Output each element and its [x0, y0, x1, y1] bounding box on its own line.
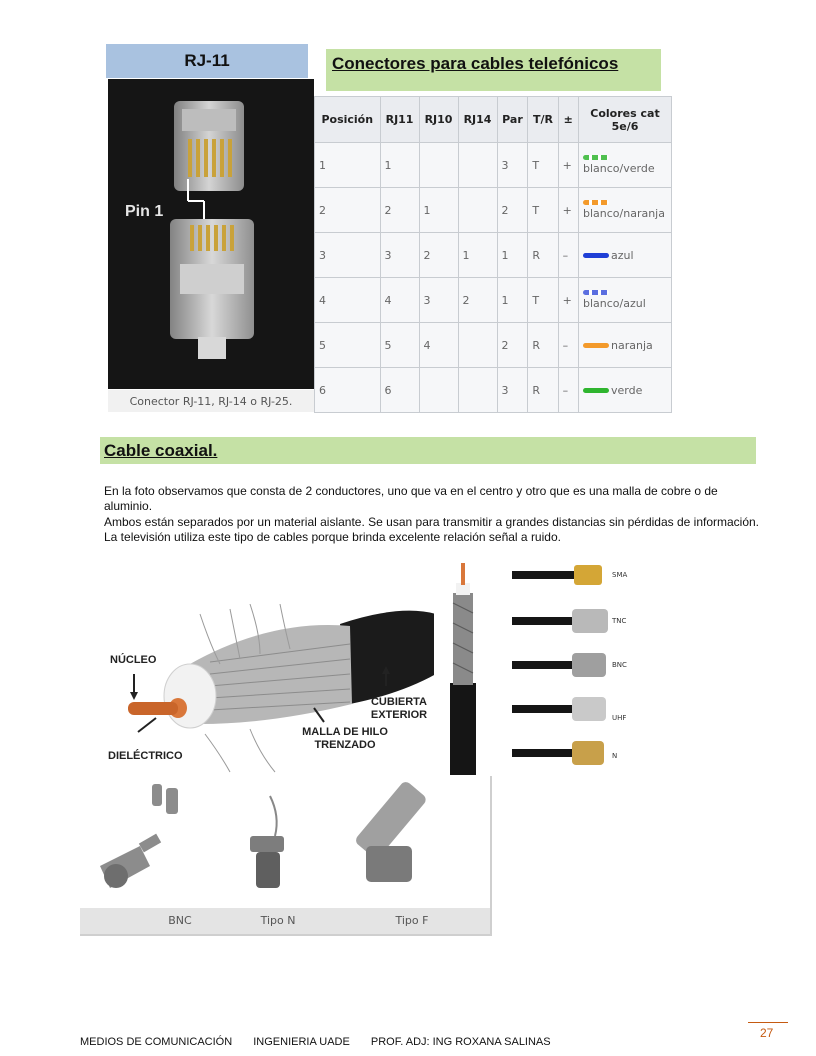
table-cell-pos: 4 — [315, 278, 381, 323]
table-cell-color — [579, 188, 672, 233]
table-row — [315, 368, 672, 413]
coax-paragraph-2: Ambos están separados por un material aislante. Se usan para transmitir a grandes distancias sin pérdidas de información. La televisión utiliza este tipo de cables porque brinda excelente relación señal a ruido. — [104, 515, 760, 544]
connector-types-photo — [80, 776, 492, 936]
label-dielectrico: DIELÉCTRICO — [108, 750, 183, 762]
footer-course: MEDIOS DE COMUNICACIÓN — [80, 1036, 233, 1048]
table-cell-color — [579, 323, 672, 368]
table-cell-par: 2 — [497, 323, 528, 368]
table-cell-rj11: 6 — [380, 368, 419, 413]
table-cell-rj14 — [458, 368, 497, 413]
table-cell-tr: T — [528, 278, 558, 323]
table-cell-sign: + — [558, 278, 578, 323]
coax-cutaway-photo — [100, 604, 436, 774]
header-posicion: Posición — [315, 97, 381, 143]
table-row — [315, 233, 672, 278]
table-cell-pos: 6 — [315, 368, 381, 413]
wire-color-swatch — [583, 253, 609, 258]
wire-color-name: azul — [611, 248, 634, 262]
rj11-plug-illustration — [108, 79, 314, 389]
pinout-table — [314, 96, 672, 413]
header-rj11: RJ11 — [380, 97, 419, 143]
table-cell-rj11: 1 — [380, 143, 419, 188]
wire-color-swatch — [583, 200, 609, 205]
table-cell-sign: – — [558, 323, 578, 368]
header-sign: ± — [558, 97, 578, 143]
wire-color-swatch — [583, 155, 609, 160]
table-cell-color — [579, 143, 672, 188]
tag-n: N — [612, 752, 618, 760]
coax-connectors-illustration — [434, 553, 640, 775]
footer-professor: PROF. ADJ: ING ROXANA SALINAS — [370, 1036, 551, 1048]
table-cell-tr: T — [528, 143, 558, 188]
table-cell-color — [579, 233, 672, 278]
table-cell-rj11: 2 — [380, 188, 419, 233]
table-cell-rj14 — [458, 143, 497, 188]
wire-color-name: naranja — [611, 338, 653, 352]
wire-color-name: blanco/verde — [583, 162, 655, 175]
table-cell-rj10: 4 — [419, 323, 458, 368]
page-number-rule — [748, 1022, 788, 1023]
table-cell-rj10 — [419, 368, 458, 413]
type-bnc-label: BNC — [168, 914, 192, 927]
header-tr: T/R — [528, 97, 558, 143]
type-f-label: Tipo F — [395, 914, 429, 927]
rj11-caption: Conector RJ-11, RJ-14 o RJ-25. — [108, 390, 314, 412]
coax-connectors-photo — [434, 553, 640, 775]
table-cell-tr: R — [528, 323, 558, 368]
rj11-connector-photo — [108, 79, 314, 389]
table-cell-par: 1 — [497, 233, 528, 278]
wire-color-name: blanco/naranja — [583, 207, 665, 220]
table-cell-rj10: 2 — [419, 233, 458, 278]
label-malla: MALLA DE HILO TRENZADO — [302, 726, 388, 751]
table-cell-sign: – — [558, 233, 578, 278]
table-cell-pos: 1 — [315, 143, 381, 188]
tag-tnc: TNC — [612, 617, 627, 625]
wire-color-swatch — [583, 388, 609, 393]
coax-heading — [100, 437, 756, 464]
table-cell-tr: R — [528, 233, 558, 278]
table-cell-rj11: 5 — [380, 323, 419, 368]
wire-color-name: blanco/azul — [583, 297, 646, 310]
type-n-label: Tipo N — [260, 914, 296, 927]
table-cell-color — [579, 368, 672, 413]
table-cell-rj10: 3 — [419, 278, 458, 323]
label-nucleo: NÚCLEO — [110, 654, 157, 666]
table-cell-sign: + — [558, 143, 578, 188]
table-cell-rj14: 2 — [458, 278, 497, 323]
table-row — [315, 143, 672, 188]
table-cell-sign: + — [558, 188, 578, 233]
coax-heading-text: Cable coaxial. — [104, 441, 218, 460]
wire-color-name: verde — [611, 383, 643, 397]
connector-types-illustration — [80, 776, 490, 934]
label-cubierta: CUBIERTA EXTERIOR — [370, 696, 428, 721]
page-number: 27 — [760, 1026, 774, 1040]
wire-color-swatch — [583, 343, 609, 348]
header-rj10: RJ10 — [419, 97, 458, 143]
coax-paragraph-1: En la foto observamos que consta de 2 conductores, uno que va en el centro y otro que es una malla de cobre o de aluminio. — [104, 484, 718, 513]
table-cell-par: 3 — [497, 143, 528, 188]
tag-sma: SMA — [612, 571, 628, 579]
pinout-header-row — [315, 97, 672, 143]
header-par: Par — [497, 97, 528, 143]
footer-school: INGENIERIA UADE — [253, 1036, 350, 1048]
page-footer — [80, 1036, 569, 1048]
table-cell-rj11: 3 — [380, 233, 419, 278]
table-cell-pos: 3 — [315, 233, 381, 278]
table-cell-par: 2 — [497, 188, 528, 233]
table-cell-rj14 — [458, 323, 497, 368]
tag-bnc: BNC — [612, 661, 627, 669]
table-cell-par: 3 — [497, 368, 528, 413]
table-cell-rj10: 1 — [419, 188, 458, 233]
header-rj14: RJ14 — [458, 97, 497, 143]
wire-color-swatch — [583, 290, 609, 295]
table-cell-rj10 — [419, 143, 458, 188]
table-row — [315, 278, 672, 323]
rj11-title: RJ-11 — [106, 44, 308, 78]
header-colores: Colores cat 5e/6 — [579, 97, 672, 143]
table-cell-color — [579, 278, 672, 323]
phone-connectors-heading — [326, 49, 661, 91]
table-cell-pos: 2 — [315, 188, 381, 233]
tag-uhf: UHF — [612, 714, 627, 722]
table-cell-tr: T — [528, 188, 558, 233]
table-cell-tr: R — [528, 368, 558, 413]
table-cell-sign: – — [558, 368, 578, 413]
table-cell-par: 1 — [497, 278, 528, 323]
pinout-body — [315, 143, 672, 413]
table-cell-rj14: 1 — [458, 233, 497, 278]
table-row — [315, 323, 672, 368]
table-cell-rj11: 4 — [380, 278, 419, 323]
table-cell-rj14 — [458, 188, 497, 233]
table-row — [315, 188, 672, 233]
phone-connectors-heading-text: Conectores para cables telefónicos — [332, 54, 619, 73]
pin-1-label: Pin 1 — [125, 203, 164, 220]
table-cell-pos: 5 — [315, 323, 381, 368]
